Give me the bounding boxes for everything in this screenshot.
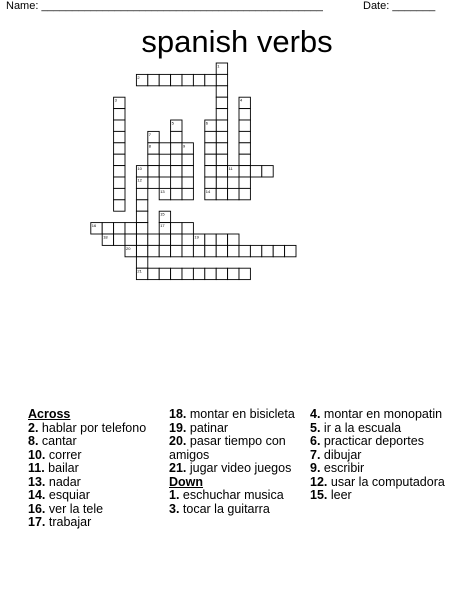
grid-cell[interactable] [228,234,239,245]
grid-cell[interactable] [216,131,227,142]
clue-item: 19. patinar [169,420,229,435]
grid-cell[interactable] [114,109,125,120]
clue-item: 15. leer [310,488,352,502]
grid-cell[interactable] [159,74,170,85]
grid-cell[interactable] [216,166,227,177]
grid-cell[interactable] [205,234,216,245]
grid-cell[interactable] [216,268,227,279]
clue-item: 14. esquiar [28,488,90,502]
grid-cell[interactable] [182,245,193,256]
grid-cell[interactable] [136,234,147,245]
clue-item: 5. ir a la escuala [310,420,402,435]
grid-cell[interactable] [205,154,216,165]
grid-cell[interactable] [171,234,182,245]
grid-cell[interactable] [205,166,216,177]
clue-item: 3. tocar la guitarra [169,501,270,516]
grid-cell[interactable] [102,223,113,234]
down-heading: Down [169,474,204,489]
grid-cell[interactable] [114,223,125,234]
grid-cell[interactable] [114,188,125,199]
name-label: Name: ______________________________________________ [6,0,323,12]
grid-cell[interactable] [273,245,284,256]
cell-number: 17 [160,223,165,229]
grid-cell[interactable] [193,245,204,256]
grid-cell[interactable] [216,143,227,154]
clue-item: 17. trabajar [28,515,92,529]
grid-cell[interactable] [136,211,147,222]
grid-cell[interactable] [250,166,261,177]
grid-cell[interactable] [159,234,170,245]
grid-cell[interactable] [228,245,239,256]
cell-number: 1 [217,63,220,69]
grid-cell[interactable] [148,166,159,177]
clue-item: 21. jugar video juegos [169,461,292,475]
grid-cell[interactable] [125,234,136,245]
cell-number: 10 [137,166,142,172]
grid-cell[interactable] [216,188,227,199]
grid-cell[interactable] [171,166,182,177]
clue-column-3 [310,408,460,503]
grid-cell[interactable] [171,131,182,142]
grid-cell[interactable] [182,74,193,85]
grid-cell[interactable] [114,131,125,142]
grid-cell[interactable] [216,234,227,245]
clue-item: 20. pasar tiempo con amigos [169,434,286,462]
grid-cell[interactable] [182,268,193,279]
grid-cell[interactable] [171,268,182,279]
grid-cell[interactable] [182,154,193,165]
name-line[interactable]: ______________________________________________ [41,0,323,12]
cell-number: 20 [126,245,131,251]
grid-cell[interactable] [114,143,125,154]
clue-column-2 [169,408,301,516]
grid-cell[interactable] [239,245,250,256]
page-title: spanish verbs [141,24,333,59]
cell-number: 18 [103,234,108,240]
grid-cell[interactable] [171,154,182,165]
clue-item: 1. eschuchar musica [169,488,284,502]
clue-column-1 [28,408,156,530]
clue-item: 4. montar en monopatin [310,407,443,421]
grid-cell[interactable] [148,177,159,188]
grid-cell[interactable] [216,86,227,97]
grid-cell[interactable] [216,74,227,85]
grid-cell[interactable] [285,245,296,256]
grid-cell[interactable] [171,188,182,199]
grid-cell[interactable] [114,234,125,245]
grid-cell[interactable] [239,154,250,165]
clue-item: 18. montar en bisicleta [169,407,295,421]
grid-cell[interactable] [250,245,261,256]
clue-item: 7. dibujar [310,447,362,462]
grid-cell[interactable] [114,177,125,188]
cell-number: 8 [148,143,152,149]
grid-cell[interactable] [125,223,136,234]
grid-cell[interactable] [114,120,125,131]
grid-cell[interactable] [239,177,250,188]
grid-cell[interactable] [148,74,159,85]
cell-number: 4 [240,97,243,103]
grid-cell[interactable] [205,74,216,85]
clue-item: 6. practicar deportes [310,434,424,448]
grid-cell[interactable] [182,223,193,234]
cell-number: 7 [148,131,152,137]
cell-number: 16 [91,223,97,229]
grid-cell[interactable] [239,143,250,154]
grid-cell[interactable] [148,154,159,165]
grid-cell[interactable] [205,268,216,279]
grid-cell[interactable] [239,109,250,120]
grid-cell[interactable] [182,188,193,199]
clue-item: 11. bailar [28,461,79,475]
grid-cell[interactable] [159,143,170,154]
clue-item: 12. usar la computadora [310,474,445,489]
grid-cell[interactable] [182,177,193,188]
grid-cell[interactable] [205,131,216,142]
grid-cell[interactable] [114,200,125,211]
grid-cell[interactable] [114,166,125,177]
grid-cell[interactable] [159,268,170,279]
grid-cell[interactable] [136,188,147,199]
grid-cell[interactable] [205,245,216,256]
clue-item: 13. nadar [28,474,81,489]
grid-cell[interactable] [136,223,147,234]
grid-cell[interactable] [216,177,227,188]
grid-cell[interactable] [148,234,159,245]
date-label: Date: _______ [363,0,436,12]
grid-cell[interactable] [182,166,193,177]
grid-cell[interactable] [239,188,250,199]
grid-cell[interactable] [136,245,147,256]
grid-cell[interactable] [216,154,227,165]
clue-item: 16. ver la tele [28,501,104,516]
grid-cell[interactable] [216,109,227,120]
grid-cell[interactable] [228,268,239,279]
cell-number: 21 [137,268,142,274]
grid-cell[interactable] [239,268,250,279]
grid-cell[interactable] [171,177,182,188]
grid-cell[interactable] [159,166,170,177]
grid-cell[interactable] [216,245,227,256]
grid-cell[interactable] [239,166,250,177]
grid-cell[interactable] [114,154,125,165]
cell-number: 5 [171,120,174,126]
grid-cell[interactable] [239,120,250,131]
cell-number: 14 [205,188,211,194]
grid-cell[interactable] [262,245,273,256]
date-line[interactable]: _______ [392,0,436,12]
grid-cell[interactable] [171,74,182,85]
cell-number: 9 [183,143,186,149]
grid-cell[interactable] [193,268,204,279]
grid-cell[interactable] [205,143,216,154]
cell-number: 2 [137,74,140,80]
grid-cell[interactable] [171,223,182,234]
clue-item: 10. correr [28,447,82,462]
cell-number: 13 [160,188,165,194]
grid-cell[interactable] [148,245,159,256]
grid-cell[interactable] [159,245,170,256]
cell-number: 12 [137,177,142,183]
grid-cell[interactable] [216,97,227,108]
grid-cell[interactable] [205,177,216,188]
grid-cell[interactable] [136,257,147,268]
clue-item: 8. cantar [28,434,77,448]
grid-cell[interactable] [262,166,273,177]
grid-cell[interactable] [239,131,250,142]
grid-cell[interactable] [228,188,239,199]
grid-cell[interactable] [193,74,204,85]
cell-number: 15 [160,211,165,217]
across-heading: Across [28,407,71,421]
cell-number: 6 [205,120,209,126]
cell-number: 19 [194,234,199,240]
cell-number: 3 [114,97,117,103]
clue-item: 2. hablar por telefono [28,420,147,435]
clue-item: 9. escribir [310,461,365,475]
cell-number: 11 [228,166,233,172]
grid-cell[interactable] [171,245,182,256]
grid-cell[interactable] [148,268,159,279]
grid-cell[interactable] [136,200,147,211]
grid-cell[interactable] [216,120,227,131]
grid-cell[interactable] [171,143,182,154]
